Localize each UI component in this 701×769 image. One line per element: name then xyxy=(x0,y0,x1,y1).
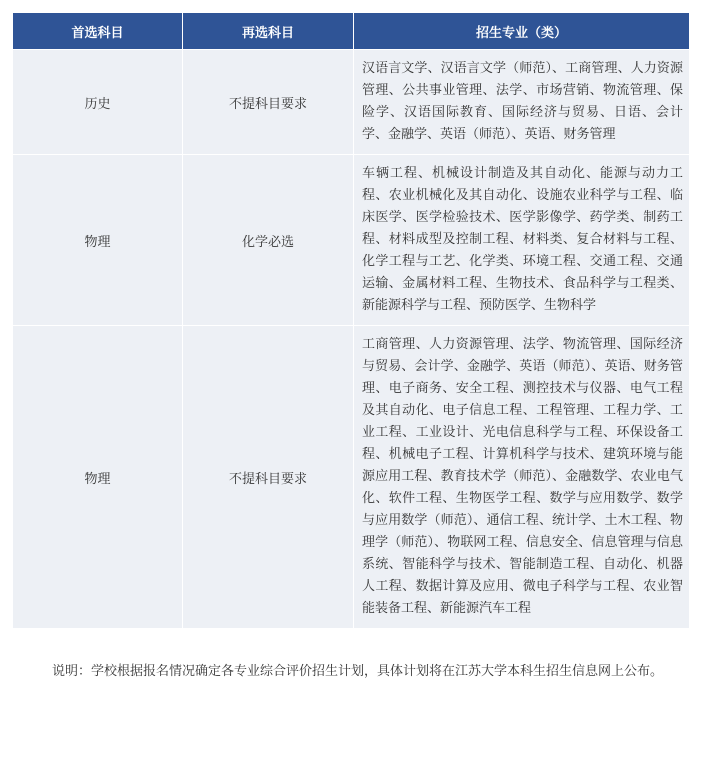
first-subject-cell: 历史 xyxy=(13,50,183,155)
table-row xyxy=(13,50,690,155)
header-first-subject: 首选科目 xyxy=(13,13,183,50)
explanation-note: 说明：学校根据报名情况确定各专业综合评价招生计划，具体计划将在江苏大学本科生招生信息网上公布。 xyxy=(52,664,664,679)
first-subject-cell: 物理 xyxy=(13,155,183,326)
majors-cell: 工商管理、人力资源管理、法学、物流管理、国际经济与贸易、会计学、金融学、英语（师范）、英语、财务管理、电子商务、安全工程、测控技术与仪器、电气工程及其自动化、电子信息工程、工程管理、工程力学、工业工程、工业设计、光电信息科学与工程、环保设备工程、机械电子工程、计算机科学与技术、建筑环境与能源应用工程、教育技术学（师范）、金融数学、农业电气化、软件工程、生物医学工程、数学与应用数学、数学与应用数学（师范）、通信工程、统计学、土木工程、物理学（师范）、物联网工程、信息安全、信息管理与信息系统、智能科学与技术、智能制造工程、自动化、机器人工程、数据计算及应用、微电子科学与工程、农业智能装备工程、新能源汽车工程 xyxy=(354,326,690,629)
table-header-row xyxy=(13,13,690,50)
header-majors: 招生专业（类） xyxy=(354,13,690,50)
majors-cell: 汉语言文学、汉语言文学（师范）、工商管理、人力资源管理、公共事业管理、法学、市场营销、物流管理、保险学、汉语国际教育、国际经济与贸易、日语、会计学、金融学、英语（师范）、英语、财务管理 xyxy=(354,50,690,155)
second-subject-cell: 不提科目要求 xyxy=(183,50,354,155)
second-subject-cell: 不提科目要求 xyxy=(183,326,354,629)
second-subject-cell: 化学必选 xyxy=(183,155,354,326)
enrollment-majors-table xyxy=(12,12,690,629)
first-subject-cell: 物理 xyxy=(13,326,183,629)
majors-cell: 车辆工程、机械设计制造及其自动化、能源与动力工程、农业机械化及其自动化、设施农业科学与工程、临床医学、医学检验技术、医学影像学、药学类、制药工程、材料成型及控制工程、材料类、复合材料与工程、化学工程与工艺、化学类、环境工程、交通工程、交通运输、金属材料工程、生物技术、食品科学与工程类、新能源科学与工程、预防医学、生物科学 xyxy=(354,155,690,326)
table-row xyxy=(13,155,690,326)
header-second-subject: 再选科目 xyxy=(183,13,354,50)
table-row xyxy=(13,326,690,629)
